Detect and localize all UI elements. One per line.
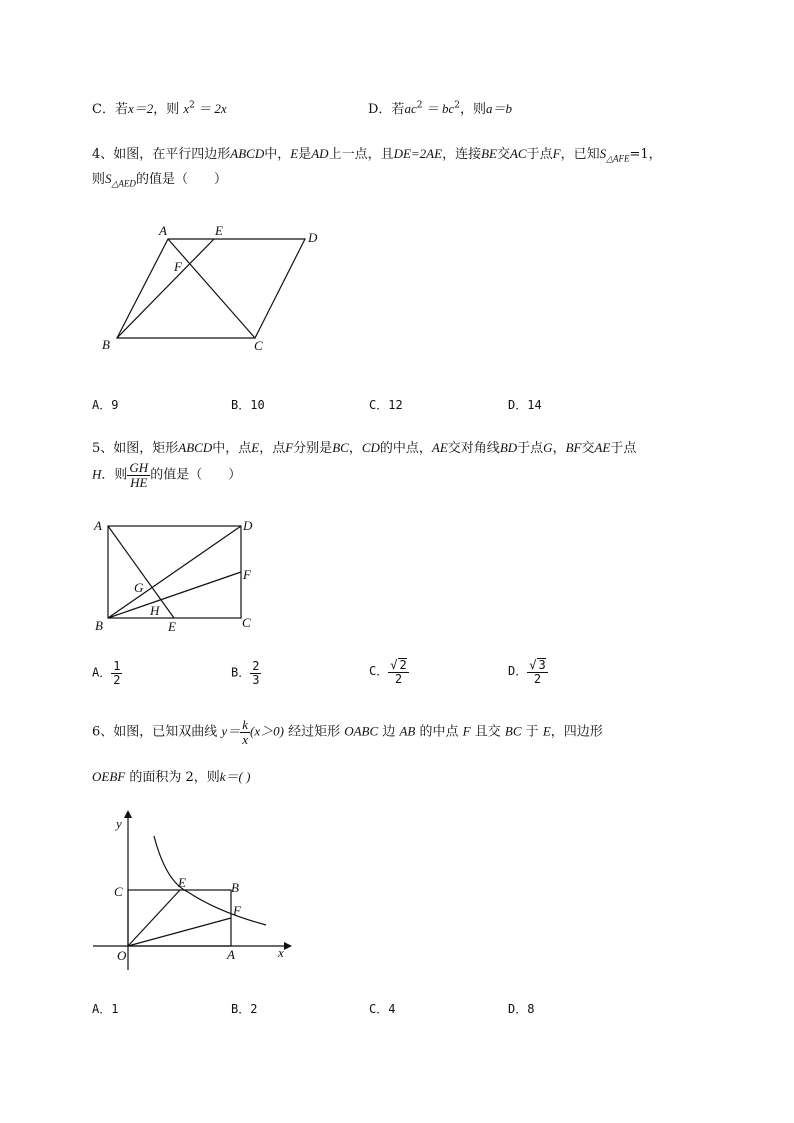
- label-d: D: [243, 518, 253, 533]
- segment-bf: [108, 572, 241, 618]
- hyperbola-curve: [154, 836, 266, 925]
- label-g: G: [134, 580, 144, 595]
- label-f: F: [174, 259, 182, 274]
- label-h: H: [150, 603, 160, 618]
- q4-question-line2: 则$S_{\triangle AED}$的值是（ ）: [92, 171, 227, 189]
- q4-option-a[interactable]: A．9: [92, 398, 119, 412]
- q5-rectangle-figure: [88, 512, 263, 637]
- q4-option-c[interactable]: C．12: [369, 398, 403, 412]
- label-b: B: [102, 337, 110, 352]
- label-d: D: [308, 230, 318, 245]
- q4-option-d[interactable]: D．14: [508, 398, 542, 412]
- q6-option-d[interactable]: D．8: [508, 1002, 535, 1016]
- sqrt-radicand: 2: [399, 658, 407, 672]
- q5-option-b[interactable]: B． $\frac{2}{3}$: [231, 659, 260, 687]
- q4-question-line1: 4、如图，在平行四边形ABCD中，E是AD上一点，且DE=2AE，连接BE交AC于点F，已知$S_{\triangle AFE}=1$，: [92, 146, 662, 164]
- q6-hyperbola-figure: [88, 810, 298, 970]
- label-e: E: [168, 619, 176, 634]
- label-c: C: [254, 338, 263, 353]
- segment-ac: [168, 239, 255, 338]
- label-y: y: [116, 816, 122, 831]
- segment-of: [128, 918, 231, 946]
- segment-ae: [108, 526, 174, 618]
- label-b: B: [95, 618, 103, 633]
- segment-oe: [128, 890, 180, 946]
- q5-question-line1: 5、如图，矩形ABCD中，点E，点F分别是BC，CD的中点，AE交对角线BD于点G，BF交AE于点: [92, 440, 637, 456]
- diagonal-bd: [108, 526, 241, 618]
- q5-option-a[interactable]: A． $\frac{1}{2}$: [92, 659, 121, 687]
- q6-question-line2: OEBF 的面积为 2，则k＝( ): [92, 769, 251, 785]
- q5-question-line2: H．则 $\frac{GH}{HE}$ 的值是（ ）: [92, 460, 242, 490]
- label-a: A: [159, 223, 167, 238]
- q5-option-d[interactable]: D． $\frac{√ 3}{2}$: [508, 658, 546, 686]
- y-axis-arrow-icon: [124, 810, 132, 818]
- label-a: A: [94, 518, 102, 533]
- label-b: B: [231, 880, 239, 895]
- q6-question-line1: 6、如图，已知双曲线 y＝ $\frac{k}{x}$ (x＞0) 经过矩形 OABC 边 AB 的中点 F 且交 BC 于 E，四边形: [92, 717, 603, 747]
- q4-parallelogram-figure: [90, 215, 340, 360]
- q3-option-d: D．若$ac^2 = bc^2$，则a＝b: [368, 100, 512, 117]
- x-axis-arrow-icon: [284, 942, 292, 950]
- label-f: F: [243, 567, 251, 582]
- fraction-gh-he: $\frac{GH}{HE}$: [129, 460, 149, 490]
- label-a: A: [227, 947, 235, 962]
- q3-option-c: C．若x＝2，则 $x^2 = 2x$: [92, 100, 227, 117]
- q6-option-b[interactable]: B．2: [231, 1002, 258, 1016]
- label-f: F: [233, 903, 241, 918]
- q6-option-c[interactable]: C．4: [369, 1002, 396, 1016]
- q4-option-b[interactable]: B．10: [231, 398, 265, 412]
- q6-option-a[interactable]: A．1: [92, 1002, 119, 1016]
- segment-be: [117, 239, 214, 338]
- label-e: E: [178, 875, 186, 890]
- label-c: C: [242, 615, 251, 630]
- rectangle-oabc: [128, 890, 231, 946]
- sqrt-radicand: 3: [538, 658, 546, 672]
- q5-option-c[interactable]: C． $\frac{√ 2}{2}$: [369, 658, 407, 686]
- label-o: O: [117, 948, 127, 963]
- label-e: E: [215, 223, 223, 238]
- label-x: x: [278, 945, 284, 960]
- fraction-k-over-x: $\frac{k}{x}$: [242, 717, 248, 747]
- label-c: C: [114, 884, 123, 899]
